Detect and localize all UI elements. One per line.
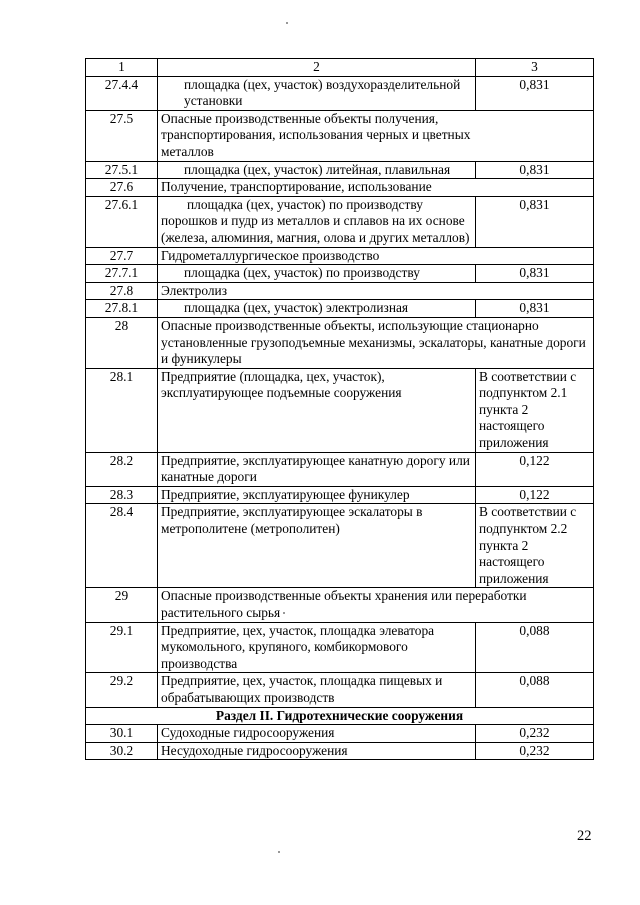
row-value: 0,232	[476, 742, 594, 760]
row-description: Опасные производственные объекты получения, транспортирования, использования черных и цветных металлов	[158, 110, 594, 161]
table-row	[86, 300, 594, 318]
row-description: Предприятие, цех, участок, площадка пищевых и обрабатывающих производств	[158, 673, 476, 707]
row-value: 0,831	[476, 76, 594, 110]
row-number: 28.1	[86, 368, 158, 452]
table-row	[86, 742, 594, 760]
row-number: 29	[86, 588, 158, 622]
row-number: 30.1	[86, 725, 158, 743]
row-description: Предприятие, эксплуатирующее канатную дорогу или канатные дороги	[158, 452, 476, 486]
row-number: 27.6.1	[86, 196, 158, 247]
row-description: площадка (цех, участок) литейная, плавильная	[158, 161, 476, 179]
table-row	[86, 161, 594, 179]
tariff-table	[85, 58, 594, 760]
row-description: Опасные производственные объекты, использующие стационарно установленные грузоподъемные механизмы, эскалаторы, канатные дороги и фуникулеры	[158, 317, 594, 368]
table-row	[86, 673, 594, 707]
row-number: 29.2	[86, 673, 158, 707]
row-description: Предприятие, цех, участок, площадка элеватора мукомольного, крупяного, комбикормового производства	[158, 622, 476, 673]
page-number: 22	[577, 828, 592, 844]
row-description: Предприятие (площадка, цех, участок), эксплуатирующее подъемные сооружения	[158, 368, 476, 452]
table-row	[86, 588, 594, 622]
table-row	[86, 622, 594, 673]
table-row	[86, 247, 594, 265]
table-row	[86, 317, 594, 368]
column-header: 1	[86, 59, 158, 77]
row-value: В соответствии с подпунктом 2.1 пункта 2 настоящего приложения	[476, 368, 594, 452]
row-description: Опасные производственные объекты хранения или переработки растительного сырья	[158, 588, 594, 622]
row-description: Предприятие, эксплуатирующее эскалаторы в метрополитене (метрополитен)	[158, 504, 476, 588]
row-number: 27.8	[86, 282, 158, 300]
row-description: Электролиз	[158, 282, 594, 300]
row-description: площадка (цех, участок) электролизная	[158, 300, 476, 318]
table-row	[86, 179, 594, 197]
column-header: 2	[158, 59, 476, 77]
row-number: 27.7	[86, 247, 158, 265]
table-row	[86, 76, 594, 110]
table-row	[86, 504, 594, 588]
row-number: 27.7.1	[86, 265, 158, 283]
table-row	[86, 282, 594, 300]
row-value: 0,831	[476, 265, 594, 283]
row-value: 0,831	[476, 196, 594, 247]
row-description: Предприятие, эксплуатирующее фуникулер	[158, 486, 476, 504]
row-value: 0,088	[476, 673, 594, 707]
row-number: 27.5	[86, 110, 158, 161]
row-description: площадка (цех, участок) по производству порошков и пудр из металлов и сплавов на их основе (железа, алюминия, магния, олова и других металлов)	[158, 196, 476, 247]
row-value: 0,122	[476, 452, 594, 486]
table-row	[86, 486, 594, 504]
table-row	[86, 196, 594, 247]
scan-speck	[278, 851, 280, 853]
row-description: Судоходные гидросооружения	[158, 725, 476, 743]
table-row	[86, 452, 594, 486]
row-number: 29.1	[86, 622, 158, 673]
table-row	[86, 110, 594, 161]
scan-speck	[283, 612, 285, 614]
row-number: 30.2	[86, 742, 158, 760]
row-description: Получение, транспортирование, использование	[158, 179, 594, 197]
row-value: 0,831	[476, 300, 594, 318]
table-row	[86, 368, 594, 452]
row-number: 27.6	[86, 179, 158, 197]
row-number: 27.8.1	[86, 300, 158, 318]
scan-speck	[286, 22, 288, 24]
table-row	[86, 265, 594, 283]
row-number: 28.2	[86, 452, 158, 486]
row-value: В соответствии с подпунктом 2.2 пункта 2 настоящего приложения	[476, 504, 594, 588]
column-header: 3	[476, 59, 594, 77]
row-number: 27.5.1	[86, 161, 158, 179]
row-description: Гидрометаллургическое производство	[158, 247, 594, 265]
section-title: Раздел II. Гидротехнические сооружения	[86, 707, 594, 725]
table-header-row	[86, 59, 594, 77]
row-value: 0,122	[476, 486, 594, 504]
row-value: 0,232	[476, 725, 594, 743]
row-number: 28	[86, 317, 158, 368]
row-description: Несудоходные гидросооружения	[158, 742, 476, 760]
row-description: площадка (цех, участок) по производству	[158, 265, 476, 283]
section-header-row	[86, 707, 594, 725]
row-value: 0,831	[476, 161, 594, 179]
row-value: 0,088	[476, 622, 594, 673]
row-number: 27.4.4	[86, 76, 158, 110]
row-number: 28.3	[86, 486, 158, 504]
row-number: 28.4	[86, 504, 158, 588]
table-row	[86, 725, 594, 743]
row-description: площадка (цех, участок) воздухоразделительной установки	[158, 76, 476, 110]
